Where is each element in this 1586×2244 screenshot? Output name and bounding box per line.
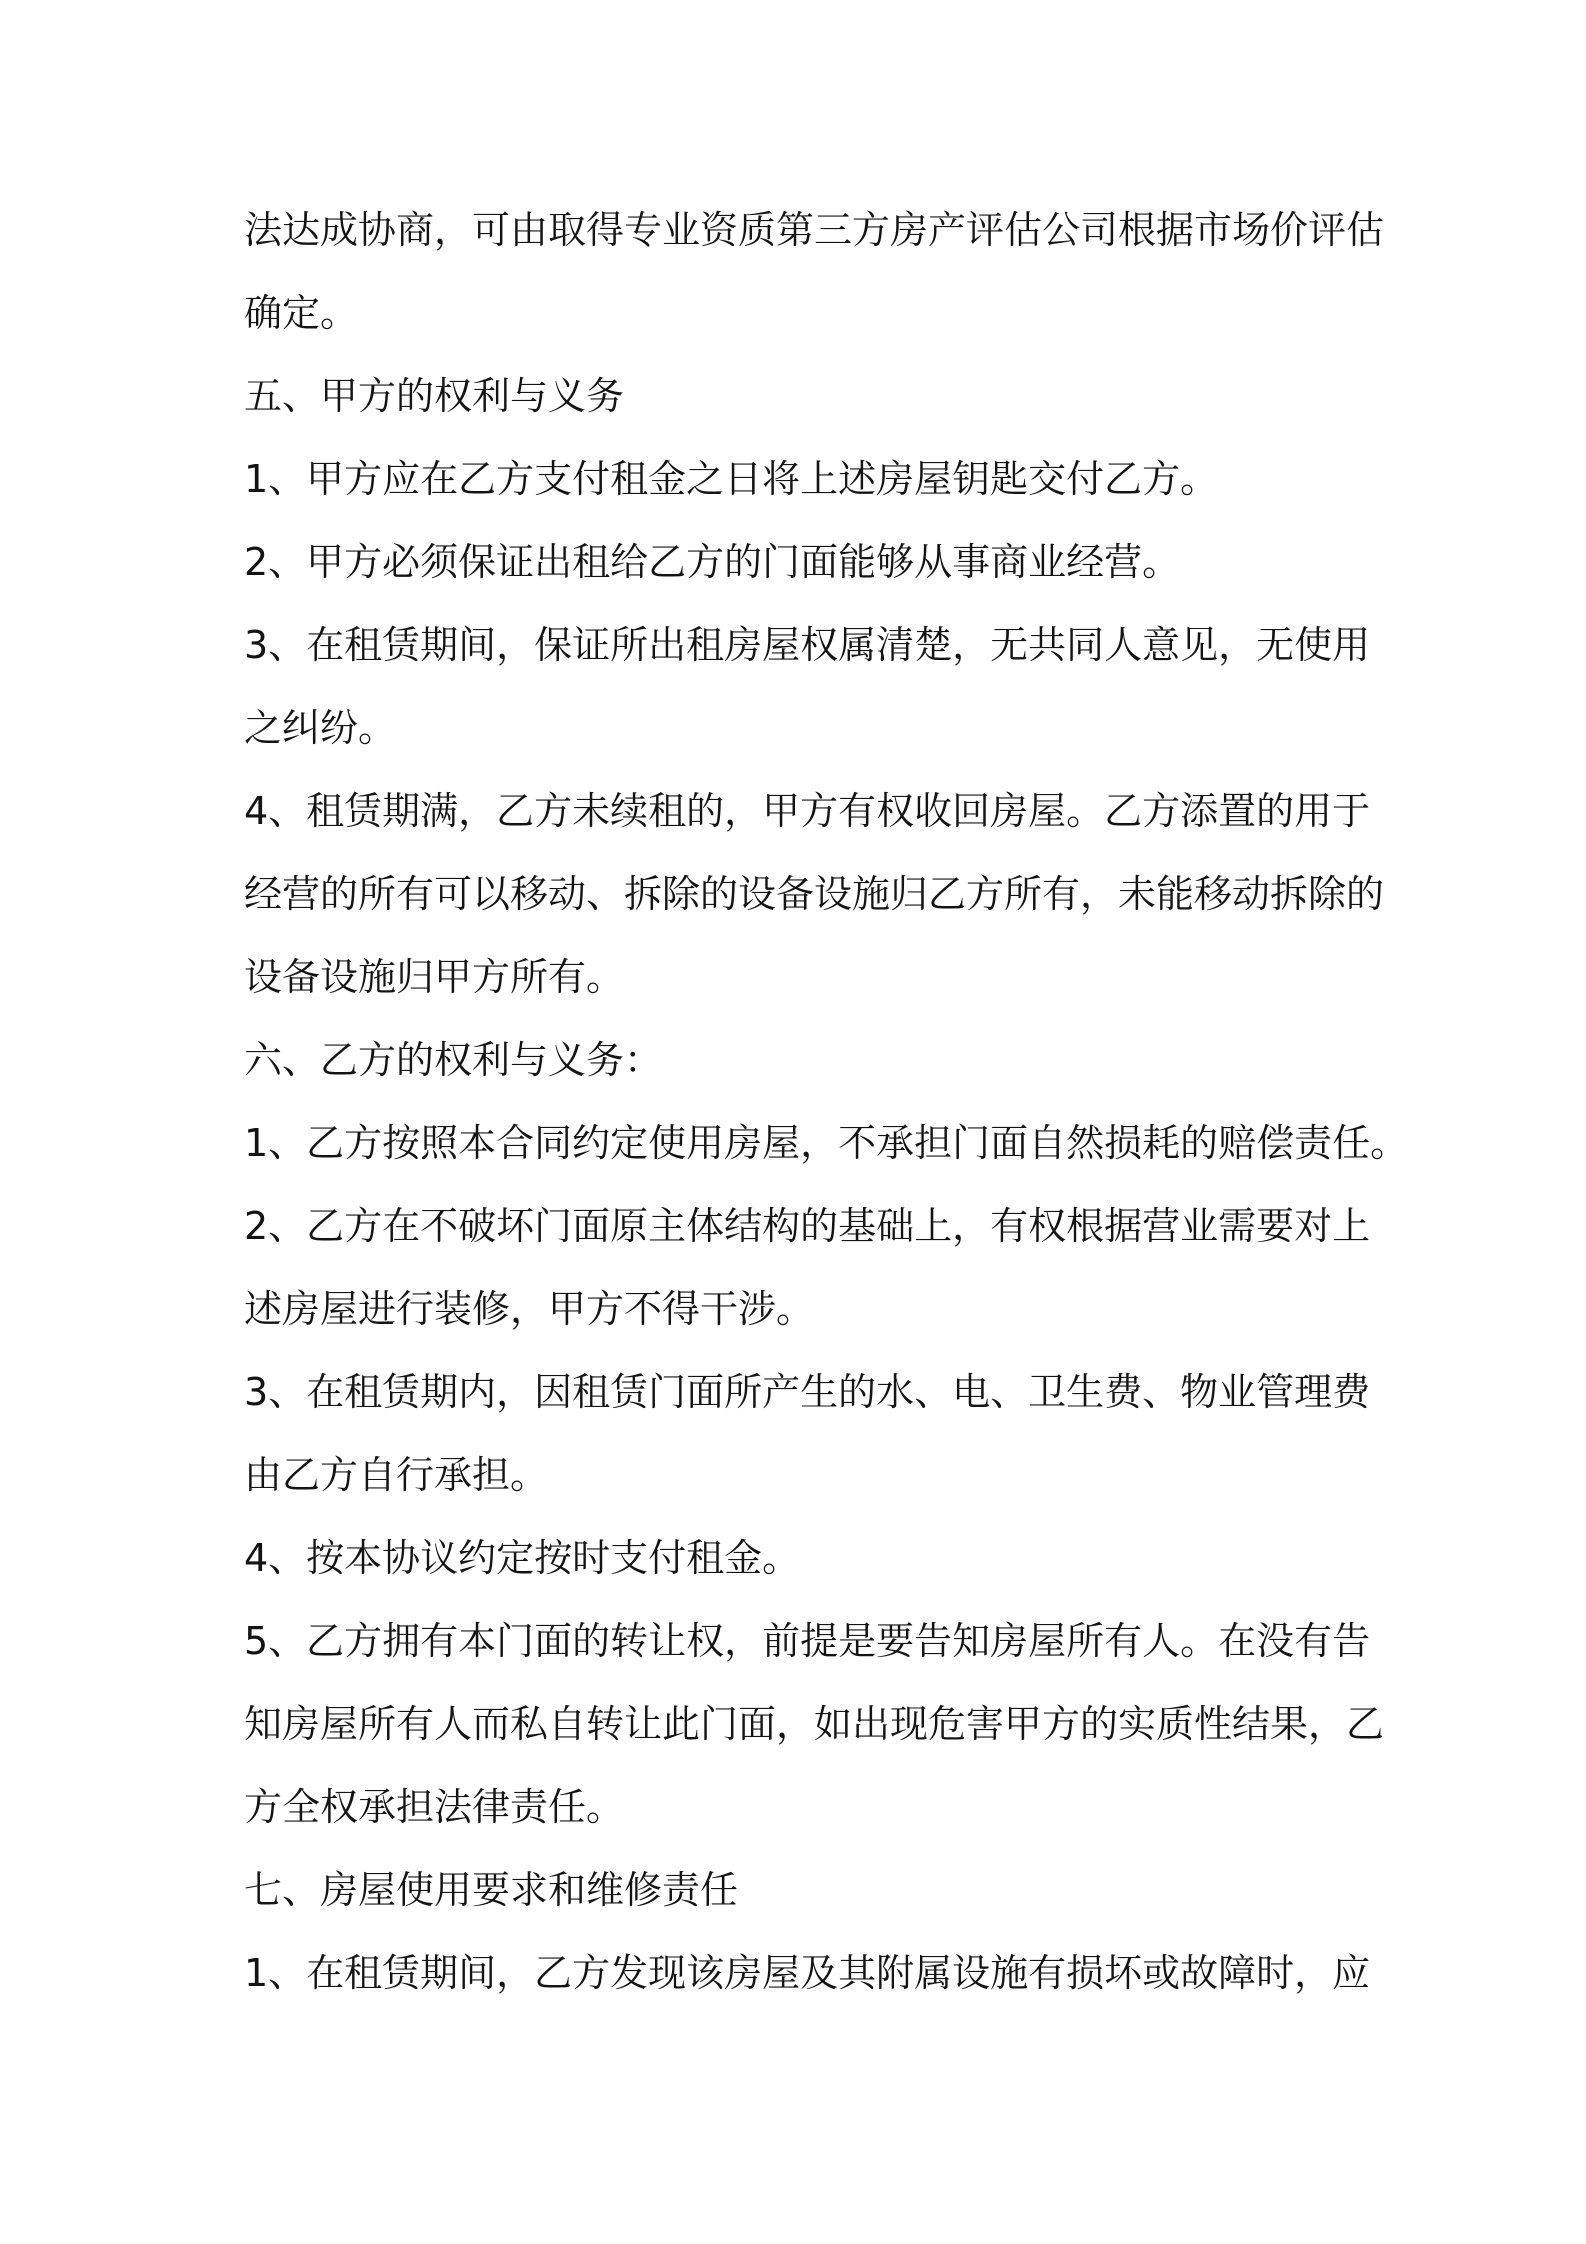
text-line: 2、乙方在不破坏门面原主体结构的基础上，有权根据营业需要对上 [244,1204,1371,1248]
text-line: 知房屋所有人而私自转让此门面，如出现危害甲方的实质性结果，乙 [244,1702,1385,1746]
text-line: 1、甲方应在乙方支付租金之日将上述房屋钥匙交付乙方。 [244,457,1219,501]
text-line: 由乙方自行承担。 [244,1453,549,1497]
text-line: 2、甲方必须保证出租给乙方的门面能够从事商业经营。 [244,540,1181,584]
text-line: 方全权承担法律责任。 [244,1785,625,1829]
text-line: 述房屋进行装修，甲方不得干涉。 [244,1287,815,1331]
text-line: 4、租赁期满，乙方未续租的，甲方有权收回房屋。乙方添置的用于 [244,789,1371,833]
text-line: 设备设施归甲方所有。 [244,955,625,999]
text-line: 1、乙方按照本合同约定使用房屋，不承担门面自然损耗的赔偿责任。 [244,1121,1409,1165]
text-line: 4、按本协议约定按时支付租金。 [244,1536,801,1580]
section-heading: 五、甲方的权利与义务 [244,374,625,418]
section-heading: 六、乙方的权利与义务： [244,1038,663,1082]
text-line: 确定。 [244,291,359,335]
text-line: 之纠纷。 [244,706,397,750]
text-line: 3、在租赁期内，因租赁门面所产生的水、电、卫生费、物业管理费 [244,1370,1371,1414]
text-line: 经营的所有可以移动、拆除的设备设施归乙方所有，未能移动拆除的 [244,872,1385,916]
section-heading: 七、房屋使用要求和维修责任 [244,1868,739,1912]
text-line: 3、在租赁期间，保证所出租房屋权属清楚，无共同人意见，无使用 [244,623,1371,667]
text-line: 1、在租赁期间，乙方发现该房屋及其附属设施有损坏或故障时，应 [244,1951,1371,1995]
text-line: 5、乙方拥有本门面的转让权，前提是要告知房屋所有人。在没有告 [244,1619,1371,1663]
text-line: 法达成协商，可由取得专业资质第三方房产评估公司根据市场价评估 [244,208,1385,252]
